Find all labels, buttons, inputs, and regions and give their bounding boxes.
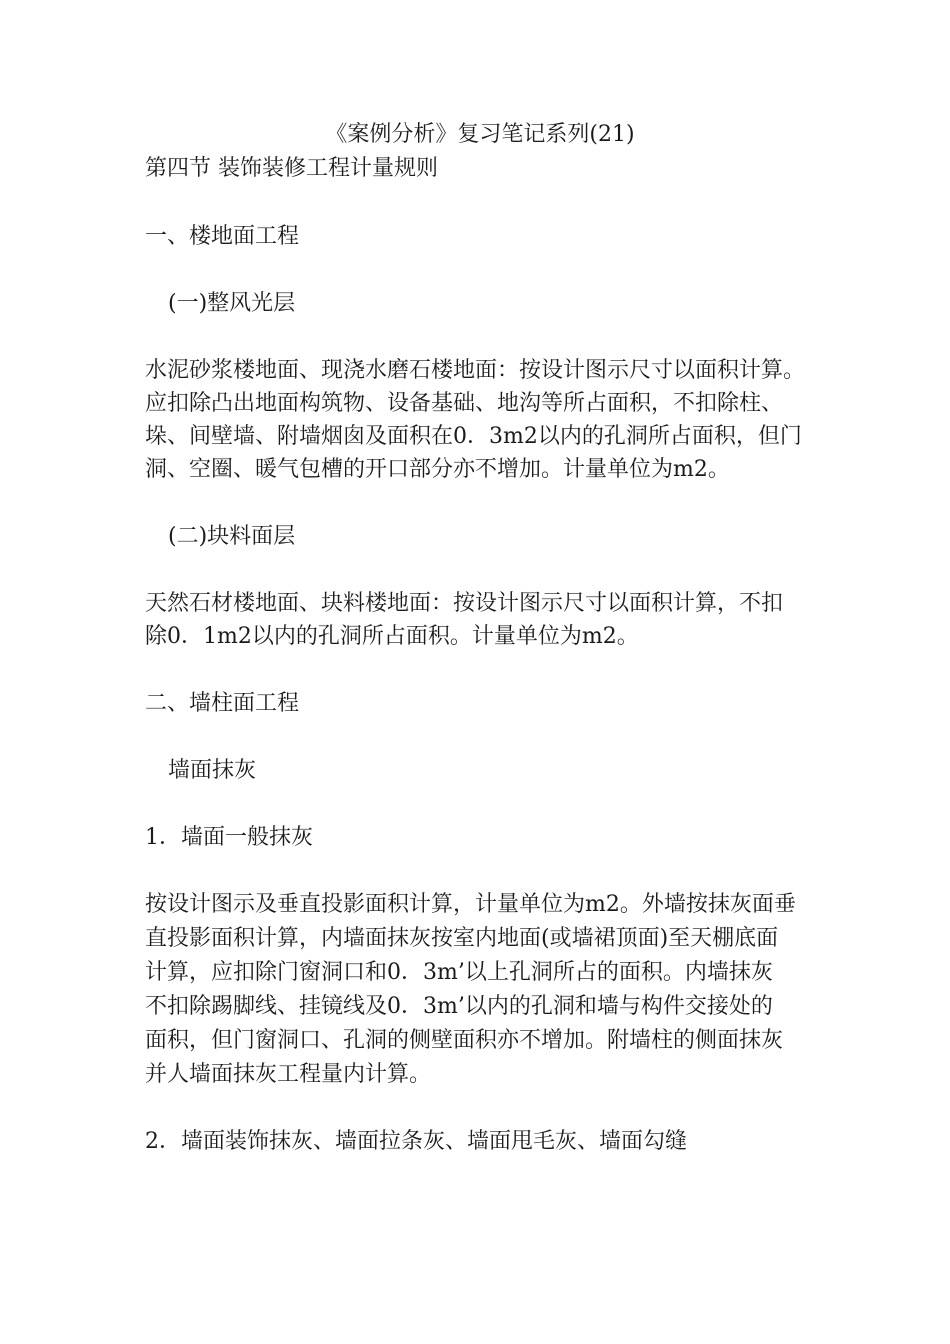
paragraph-line: 水泥砂浆楼地面、现浇水磨石楼地面：按设计图示尺寸以面积计算。	[145, 358, 806, 383]
paragraph-line: 除0．1m2以内的孔洞所占面积。计量单位为m2。	[145, 624, 639, 649]
sub2-heading: (二)块料面层	[168, 524, 296, 549]
paragraph-line: 应扣除凸出地面构筑物、设备基础、地沟等所占面积，不扣除柱、	[145, 391, 784, 416]
paragraph-line: 垛、间壁墙、附墙烟囱及面积在0．3m2以内的孔洞所占面积，但门	[145, 424, 802, 449]
paragraph-line: 直投影面积计算，内墙面抹灰按室内地面(或墙裙顶面)至天棚底面	[145, 926, 779, 951]
part1-heading: 一、楼地面工程	[145, 224, 300, 249]
paragraph-line: 面积，但门窗洞口、孔洞的侧壁面积亦不增加。附墙柱的侧面抹灰	[145, 1028, 784, 1053]
document-title: 《案例分析》复习笔记系列(21)	[325, 122, 635, 147]
item2-heading: 2．墙面装饰抹灰、墙面拉条灰、墙面甩毛灰、墙面勾缝	[145, 1129, 687, 1154]
sub3-heading: 墙面抹灰	[168, 758, 257, 783]
sub1-heading: (一)整风光层	[168, 291, 296, 316]
paragraph-line: 计算，应扣除门窗洞口和0．3m’以上孔洞所占的面积。内墙抹灰	[145, 960, 773, 985]
paragraph-line: 不扣除踢脚线、挂镜线及0．3m’以内的孔洞和墙与构件交接处的	[145, 994, 773, 1019]
paragraph-line: 并人墙面抹灰工程量内计算。	[145, 1062, 432, 1087]
paragraph-line: 按设计图示及垂直投影面积计算，计量单位为m2。外墙按抹灰面垂	[145, 892, 796, 917]
item1-heading: 1．墙面一般抹灰	[145, 825, 313, 850]
part2-heading: 二、墙柱面工程	[145, 691, 300, 716]
paragraph-line: 天然石材楼地面、块料楼地面：按设计图示尺寸以面积计算，不扣	[145, 591, 784, 616]
paragraph-line: 洞、空圈、暖气包槽的开口部分亦不增加。计量单位为m2。	[145, 457, 730, 482]
section-heading: 第四节 装饰装修工程计量规则	[145, 156, 438, 181]
